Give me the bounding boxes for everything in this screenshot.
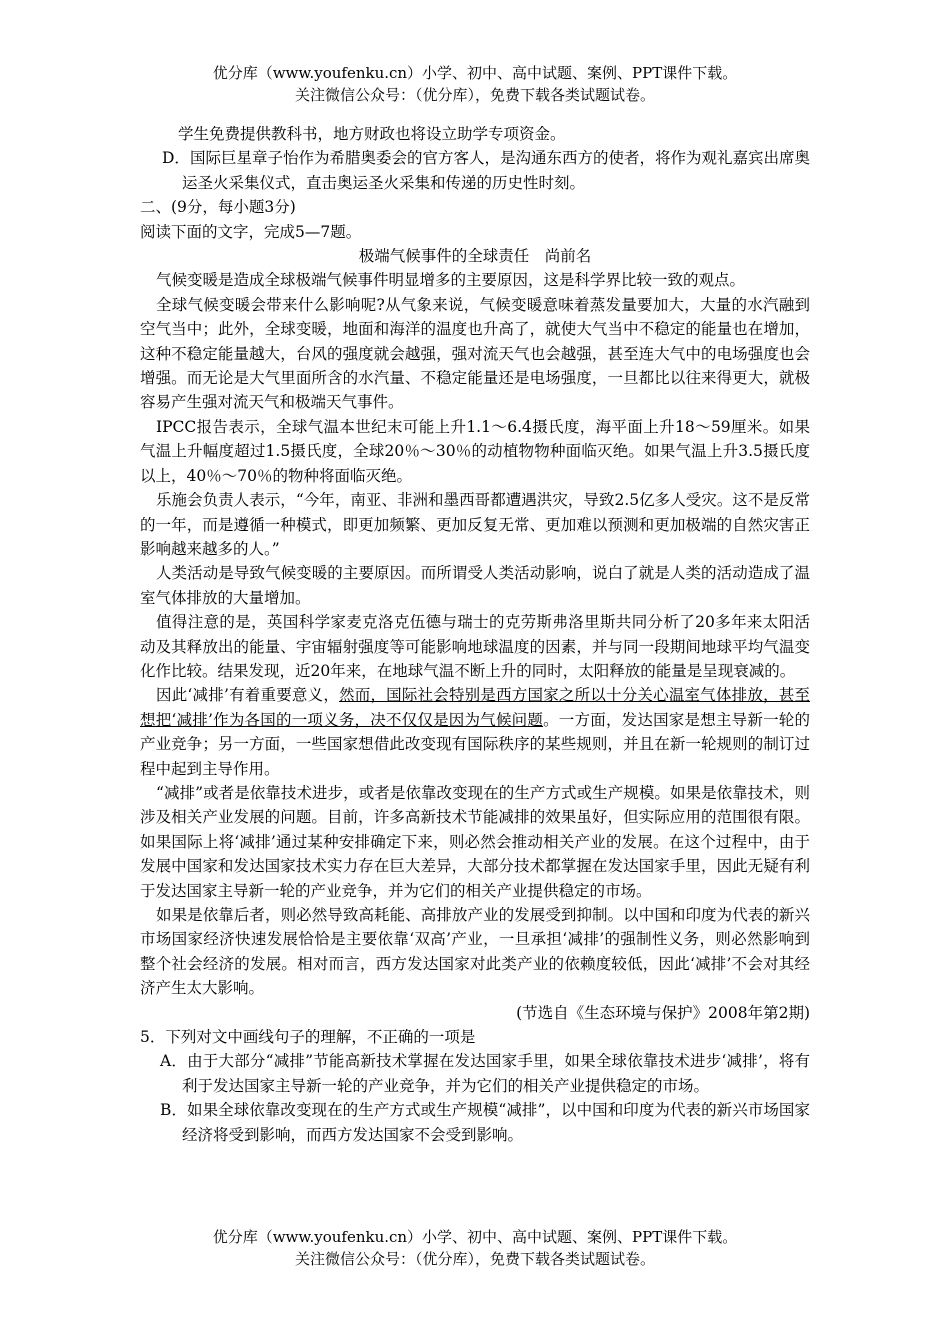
question-5: 5．下列对文中画线句子的理解，不正确的一项是 <box>140 1028 476 1047</box>
option-b-text: 如果全球依靠改变现在的生产方式或生产规模“减排”，以中国和印度为代表的新兴市场国家经济将受到影响，而西方发达国家不会受到影响。 <box>182 1101 811 1144</box>
header-line-2: 关注微信公众号：（优分库），免费下载各类试题试卷。 <box>294 86 655 104</box>
option-a-label: A． <box>160 1052 188 1071</box>
paragraph-2: 全球气候变暖会带来什么影响呢?从气象来说，气候变暖意味着蒸发量要加大，大量的水汽融到空气当中；此外，全球变暖，地面和海洋的温度也升高了，就使大气当中不稳定的能量也在增加，这种不稳定能量越大，台风的强度就会越强，强对流天气也会越强，甚至连大气中的电场强度也会增强。而无论是大气里面所含的水汽量、不稳定能量还是电场强度，一旦都比以往来得更大，就极容易产生强对流天气和极端天气事件。 <box>140 295 810 412</box>
paragraph-4: 乐施会负责人表示，“今年，南亚、非洲和墨西哥都遭遇洪灾，导致2.5亿多人受灾。这不是反常的一年，而是遵循一种模式，即更加频繁、更加反复无常、更加难以预测和更加极端的自然灾害正影响越来越多的人。” <box>140 491 810 558</box>
option-b-label: B． <box>160 1101 188 1120</box>
paragraph-3: IPCC报告表示，全球气温本世纪末可能上升1.1～6.4摄氏度，海平面上升18～59厘米。如果气温上升幅度超过1.5摄氏度，全球20％～30％的动植物物种面临灭绝。如果气温上升3.5摄氏度以上，40％～70％的物种将面临灭绝。 <box>140 417 810 485</box>
paragraph-9: 如果是依靠后者，则必然导致高耗能、高排放产业的发展受到抑制。以中国和印度为代表的新兴市场国家经济快速发展恰恰是主要依靠‘双高’产业，一旦承担‘减排’的强制性义务，则必然影响到整个社会经济的发展。相对而言，西方发达国家对此类产业的依赖度较低，因此‘减排’不会对其经济产生太大影响。 <box>140 906 810 998</box>
reading-instruction: 阅读下面的文字，完成5—7题。 <box>140 222 362 241</box>
article-title: 极端气候事件的全球责任 尚前名 <box>358 247 592 266</box>
paragraph-1: 气候变暖是造成全球极端气候事件明显增多的主要原因，这是科学界比较一致的观点。 <box>156 271 746 290</box>
footer-line-2: 关注微信公众号：（优分库），免费下载各类试题试卷。 <box>294 1250 655 1268</box>
paragraph-8: “减排”或者是依靠技术进步，或者是依靠改变现在的生产方式或生产规模。如果是依靠技术，则涉及相关产业发展的问题。目前，许多高新技术节能减排的效果虽好，但实际应用的范围很有限。如果国际上将‘减排’通过某种安排确定下来，则必然会推动相关产业的发展。在这个过程中，由于发展中国家和发达国家技术实力存在巨大差异，大部分技术都掌握在发达国家手里，因此无疑有利于发达国家主导新一轮的产业竞争，并为它们的相关产业提供稳定的市场。 <box>140 783 810 900</box>
footer-line-1: 优分库（www.youfenku.cn）小学、初中、高中试题、案例、PPT课件下载。 <box>212 1228 738 1246</box>
paragraph-5: 人类活动是导致气候变暖的主要原因。而所谓受人类活动影响，说白了就是人类的活动造成了温室气体排放的大量增加。 <box>140 564 810 607</box>
option-d-text: 国际巨星章子怡作为希腊奥委会的官方客人，是沟通东西方的使者，将作为观礼嘉宾出席奥运圣火采集仪式，直击奥运圣火采集和传递的历史性时刻。 <box>182 149 810 192</box>
section-two-heading: 二、(9分，每小题3分) <box>140 198 296 217</box>
question-5-option-a <box>140 1049 810 1098</box>
document-body <box>140 122 810 1147</box>
paragraph-7-end: 。一方面，发达国家是想主导新一轮的产业竞争；另一方面，一些国家想借此改变现有国际秩序的某些规则，并且在新一轮规则的制订过程中起到主导作用。 <box>140 710 810 778</box>
question-5-option-b <box>140 1098 810 1147</box>
option-a-text: 由于大部分“减排”节能高新技术掌握在发达国家手里，如果全球依靠技术进步‘减排’，将有利于发达国家主导新一轮的产业竞争，并为它们的相关产业提供稳定的市场。 <box>182 1052 810 1095</box>
header-line-1: 优分库（www.youfenku.cn）小学、初中、高中试题、案例、PPT课件下载。 <box>212 64 738 82</box>
underlined-sentence: 然而，国际社会特别是西方国家之所以十分关心温室气体排放，甚至想把‘减排’作为各国的一项义务，决不仅仅是因为气候问题 <box>140 686 810 729</box>
paragraph-7 <box>140 683 810 781</box>
paragraph-6: 值得注意的是，英国科学家麦克洛克伍德与瑞士的克劳斯弗洛里斯共同分析了20多年来太阳活动及其释放出的能量、宇宙辐射强度等可能影响地球温度的因素，并与同一段期间地球平均气温变化作比较。结果发现，近20年来，在地球气温不断上升的同时，太阳释放的能量是呈现衰减的。 <box>140 613 810 680</box>
page-footer <box>0 1226 950 1270</box>
option-d <box>140 146 810 195</box>
paragraph-7-start: 因此‘减排’有着重要意义， <box>156 686 340 705</box>
page-header <box>0 62 950 106</box>
option-c-continuation: 学生免费提供教科书，地方财政也将设立助学专项资金。 <box>178 125 566 143</box>
option-d-label: D． <box>162 149 190 168</box>
article-source: (节选自《生态环境与保护》2008年第2期) <box>516 1003 810 1022</box>
